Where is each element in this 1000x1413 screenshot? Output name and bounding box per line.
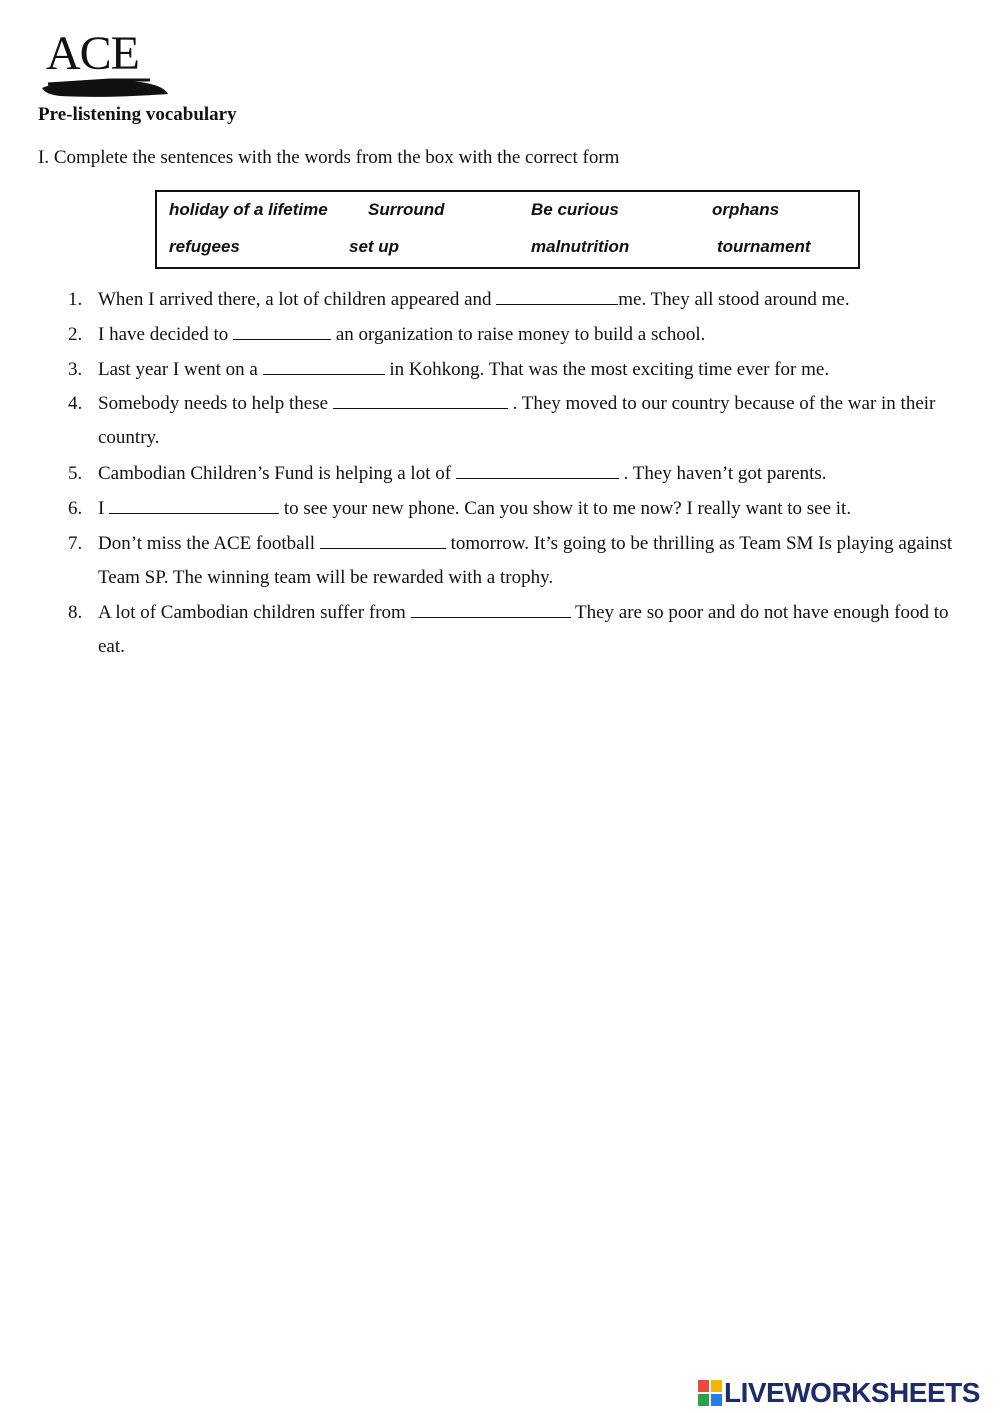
answer-blank-5[interactable] — [456, 460, 619, 479]
question-text-before: I — [98, 498, 110, 519]
question-text-after: me. They all stood around me. — [618, 289, 850, 310]
question-number: 7. — [68, 533, 83, 554]
answer-blank-6[interactable] — [109, 495, 279, 514]
instruction-text: I. Complete the sentences with the words from the box with the correct form — [38, 147, 620, 168]
word-malnutrition: malnutrition — [531, 237, 630, 256]
answer-blank-3[interactable] — [263, 356, 385, 375]
question-number: 6. — [68, 498, 83, 519]
question-text-after: an organization to raise money to build a school. — [331, 324, 706, 345]
section-heading: Pre-listening vocabulary — [38, 104, 237, 125]
question-text-before: Somebody needs to help these — [98, 393, 333, 414]
word-holiday-of-a-lifetime: holiday of a lifetime — [169, 200, 328, 219]
answer-blank-2[interactable] — [233, 321, 331, 340]
answer-blank-1[interactable] — [496, 286, 618, 305]
question-text-after: tomorrow. It’s going to be thrilling as Team SM Is playing against Team SP. The winning team will be rewarded with a trophy. — [98, 533, 953, 588]
answer-blank-4[interactable] — [333, 390, 508, 409]
question-text-before: I have decided to — [98, 324, 234, 345]
question-number: 1. — [68, 289, 83, 310]
question-number: 3. — [68, 359, 83, 380]
question-text-after: . They moved to our country because of the war in their country. — [98, 393, 936, 448]
logo-text: ACE — [46, 27, 139, 80]
question-number: 5. — [68, 463, 83, 484]
word-orphans: orphans — [712, 200, 780, 219]
ace-logo — [40, 28, 172, 100]
word-tournament: tournament — [717, 237, 811, 256]
question-text-after: to see your new phone. Can you show it to me now? I really want to see it. — [279, 498, 852, 519]
word-refugees: refugees — [169, 237, 240, 256]
brush-stroke-icon — [40, 74, 170, 100]
question-text-before: Don’t miss the ACE football — [98, 533, 320, 554]
question-number: 4. — [68, 393, 83, 414]
word-box — [155, 190, 860, 269]
answer-blank-7[interactable] — [320, 530, 446, 549]
question-text-after: . They haven’t got parents. — [618, 463, 827, 484]
question-text-after: They are so poor and do not have enough food to eat. — [98, 602, 949, 657]
brand-text: LIVEWORKSHEETS — [724, 1377, 980, 1408]
question-text-before: Last year I went on a — [98, 359, 263, 380]
liveworksheets-logo-icon — [698, 1380, 722, 1406]
question-text-before: Cambodian Children’s Fund is helping a lot of — [98, 463, 456, 484]
question-text-after: in Kohkong. That was the most exciting time ever for me. — [384, 359, 830, 380]
word-be-curious: Be curious — [531, 200, 619, 219]
question-number: 2. — [68, 324, 83, 345]
question-text-before: A lot of Cambodian children suffer from — [98, 602, 411, 623]
answer-blank-8[interactable] — [411, 599, 571, 618]
word-set-up: set up — [349, 237, 400, 256]
liveworksheets-brand — [698, 1376, 980, 1410]
question-number: 8. — [68, 602, 83, 623]
word-surround: Surround — [368, 200, 445, 219]
question-text-before: When I arrived there, a lot of children appeared and — [98, 289, 497, 310]
